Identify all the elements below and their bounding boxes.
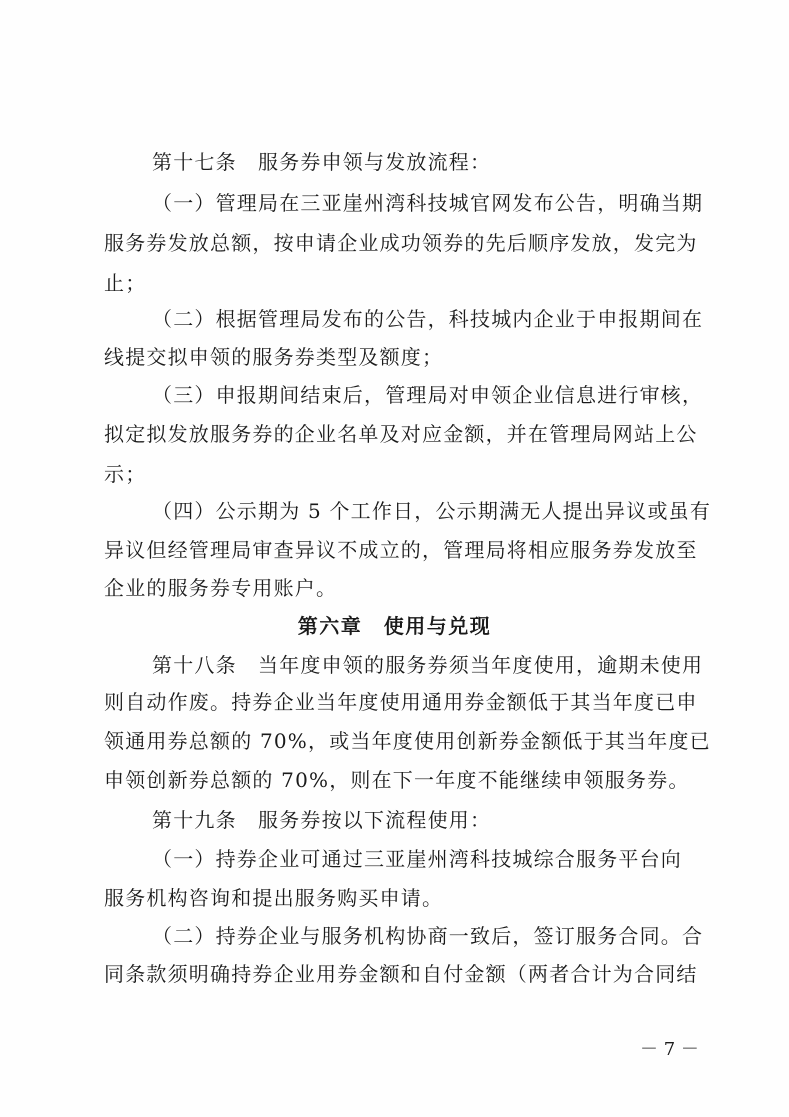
paragraph-line: 拟定拟发放服务券的企业名单及对应金额，并在管理局网站上公 xyxy=(104,422,698,446)
article-19-heading: 第十九条 服务券按以下流程使用： xyxy=(152,808,492,832)
paragraph-line: 服务机构咨询和提出服务购买申请。 xyxy=(104,886,444,910)
paragraph-line: （一）持券企业可通过三亚崖州湾科技城综合服务平台向 xyxy=(152,847,682,871)
paragraph-line: 同条款须明确持券企业用券金额和自付金额（两者合计为合同结 xyxy=(104,962,698,986)
article-18-line: 第十八条 当年度申领的服务券须当年度使用，逾期未使用 xyxy=(152,653,704,677)
paragraph-line: 企业的服务券专用账户。 xyxy=(104,576,338,600)
article-17-heading: 第十七条 服务券申领与发放流程： xyxy=(152,150,492,174)
paragraph-line: （四）公示期为 5 个工作日，公示期满无人提出异议或虽有 xyxy=(152,499,712,523)
paragraph-line: 止； xyxy=(104,271,147,295)
paragraph-line: （二）持券企业与服务机构协商一致后，签订服务合同。合 xyxy=(152,924,704,948)
paragraph-line: 线提交拟申领的服务券类型及额度； xyxy=(104,345,444,369)
page-number: － 7 － xyxy=(640,1039,699,1060)
paragraph-line: 申领创新券总额的 70%，则在下一年度不能继续申领服务券。 xyxy=(104,768,690,792)
paragraph-line: 服务券发放总额，按申请企业成功领券的先后顺序发放，发完为 xyxy=(104,231,698,255)
paragraph-line: 则自动作废。持券企业当年度使用通用券金额低于其当年度已申 xyxy=(104,690,698,714)
paragraph-line: （二）根据管理局发布的公告，科技城内企业于申报期间在 xyxy=(152,307,704,331)
paragraph-line: 示； xyxy=(104,462,147,486)
paragraph-line: 异议但经管理局审查异议不成立的，管理局将相应服务券发放至 xyxy=(104,538,698,562)
chapter-heading: 第六章 使用与兑现 xyxy=(297,614,492,638)
paragraph-line: （三）申报期间结束后，管理局对申领企业信息进行审核， xyxy=(152,383,704,407)
paragraph-line: 领通用券总额的 70%，或当年度使用创新券金额低于其当年度已 xyxy=(104,729,711,753)
paragraph-line: （一）管理局在三亚崖州湾科技城官网发布公告，明确当期 xyxy=(152,191,704,215)
